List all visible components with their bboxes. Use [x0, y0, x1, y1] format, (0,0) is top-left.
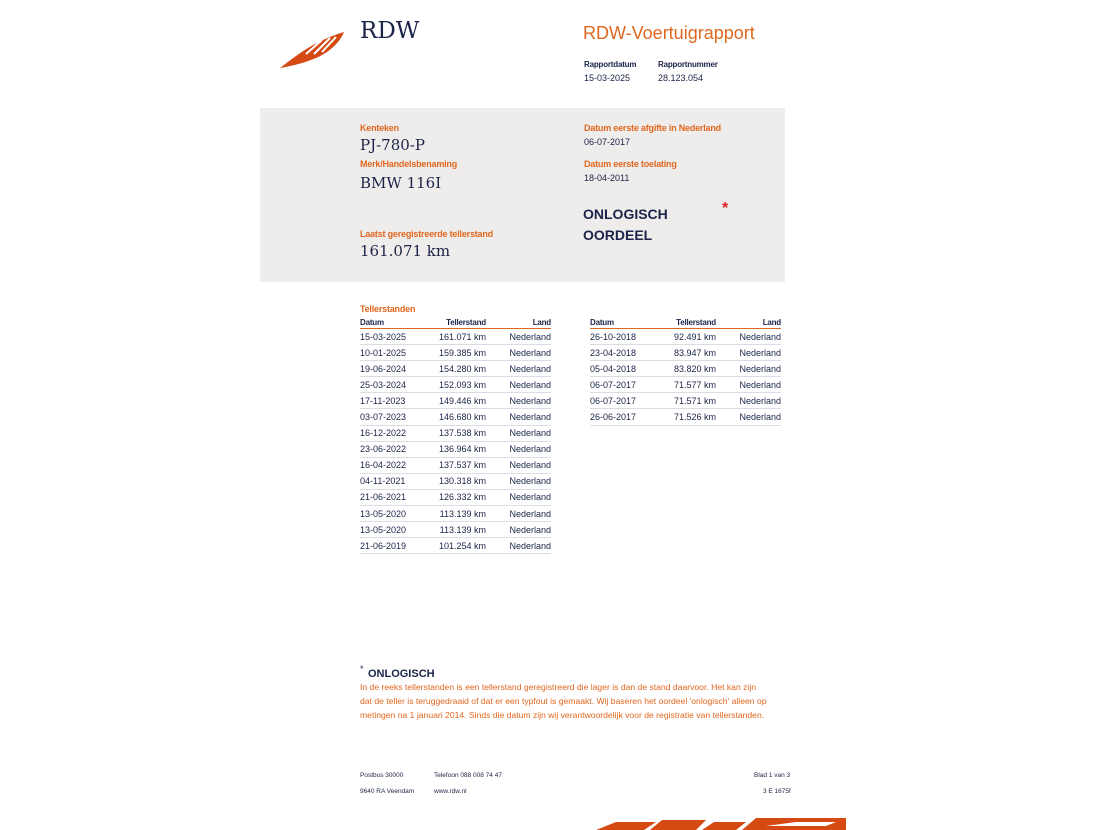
- reading-km: 161.071 km: [438, 331, 486, 342]
- reading-date: 06-07-2017: [590, 379, 637, 390]
- reading-km: 71.577 km: [673, 379, 716, 390]
- note-line1: In de reeks tellerstanden is een tellerstand geregistreerd die lager is dan de stand daarvoor. Het kan zijn: [360, 682, 757, 692]
- readings-title: Tellerstanden: [360, 304, 416, 314]
- table-row: [360, 522, 551, 538]
- reading-date: 19-06-2024: [360, 363, 407, 374]
- reading-date: 05-04-2018: [590, 363, 637, 374]
- rdw-logo-icon: [278, 28, 362, 72]
- reading-date: 03-07-2023: [360, 412, 407, 423]
- reading-country: Nederland: [739, 412, 781, 423]
- col-country-header: Land: [532, 318, 551, 327]
- reading-country: Nederland: [509, 444, 551, 455]
- verdict-line2: OORDEEL: [583, 227, 653, 243]
- reading-km: 137.538 km: [438, 428, 486, 439]
- reading-km: 146.680 km: [438, 412, 486, 423]
- reading-country: Nederland: [509, 412, 551, 423]
- reading-country: Nederland: [509, 492, 551, 503]
- table-row: [360, 377, 551, 393]
- table-header: [590, 318, 781, 329]
- reading-country: Nederland: [509, 395, 551, 406]
- reading-date: 23-04-2018: [590, 347, 637, 358]
- reading-country: Nederland: [509, 460, 551, 471]
- report-title: RDW-Voertuigrapport: [583, 23, 755, 43]
- reading-km: 159.385 km: [438, 347, 486, 358]
- reading-country: Nederland: [739, 395, 781, 406]
- reading-km: 130.318 km: [438, 476, 486, 487]
- table-row: [360, 490, 551, 506]
- reading-date: 17-11-2023: [360, 395, 406, 406]
- first-admission-value: 18-04-2011: [584, 173, 630, 183]
- reading-date: 23-06-2022: [360, 444, 407, 455]
- note-line2: dat de teller is teruggedraaid of dat er een typfout is gemaakt. Wij baseren het oordeel 'onlogisch' alleen op: [360, 696, 767, 706]
- table-row: [360, 393, 551, 409]
- readings-table-right: [590, 318, 781, 426]
- footer-page: Blad 1 van 3: [754, 772, 791, 779]
- col-country-header: Land: [762, 318, 781, 327]
- reading-date: 04-11-2021: [360, 476, 406, 487]
- plate-value: PJ-780-P: [360, 136, 425, 154]
- col-date-header: Datum: [360, 318, 384, 327]
- reading-date: 25-03-2024: [360, 379, 407, 390]
- panel-notch: [260, 268, 326, 284]
- last-reading-label: Laatst geregistreerde tellerstand: [360, 229, 493, 239]
- make-value: BMW 116I: [360, 174, 442, 192]
- table-row: [590, 393, 781, 409]
- reading-country: Nederland: [739, 363, 781, 374]
- table-row: [590, 409, 781, 425]
- table-row: [360, 474, 551, 490]
- table-row: [360, 345, 551, 361]
- table-row: [590, 329, 781, 345]
- make-label: Merk/Handelsbenaming: [360, 159, 458, 169]
- table-row: [590, 361, 781, 377]
- reading-km: 101.254 km: [438, 540, 486, 551]
- reading-country: Nederland: [509, 524, 551, 535]
- reading-date: 16-04-2022: [360, 460, 407, 471]
- table-row: [360, 426, 551, 442]
- plate-label: Kenteken: [360, 123, 399, 133]
- footer-code: 3 E 1675f: [763, 788, 791, 795]
- reading-country: Nederland: [509, 508, 551, 519]
- reading-country: Nederland: [509, 428, 551, 439]
- reading-km: 149.446 km: [438, 395, 486, 406]
- reading-country: Nederland: [739, 331, 781, 342]
- table-row: [590, 345, 781, 361]
- footer-city: 9640 RA Veendam: [360, 788, 415, 795]
- reading-country: Nederland: [509, 540, 551, 551]
- verdict-asterisk: *: [722, 200, 729, 217]
- reading-date: 21-06-2019: [360, 540, 407, 551]
- table-header: [360, 318, 551, 329]
- table-row: [360, 538, 551, 554]
- note-title: ONLOGISCH: [367, 668, 435, 680]
- reading-country: Nederland: [509, 331, 551, 342]
- reading-country: Nederland: [509, 476, 551, 487]
- reading-km: 113.139 km: [439, 508, 486, 519]
- verdict-line1: ONLOGISCH: [583, 206, 668, 222]
- reading-country: Nederland: [509, 379, 551, 390]
- table-row: [360, 506, 551, 522]
- footer-postbus: Postbus 30000: [360, 772, 404, 779]
- first-admission-label: Datum eerste toelating: [584, 159, 677, 169]
- reading-country: Nederland: [739, 379, 781, 390]
- note-heading: [360, 664, 435, 682]
- col-date-header: Datum: [590, 318, 614, 327]
- report-number-label: Rapportnummer: [658, 60, 718, 69]
- table-row: [360, 442, 551, 458]
- reading-date: 13-05-2020: [360, 508, 407, 519]
- table-row: [360, 409, 551, 425]
- col-reading-header: Tellerstand: [446, 318, 486, 327]
- table-row: [590, 377, 781, 393]
- table-row: [360, 361, 551, 377]
- report-date: 15-03-2025: [584, 73, 631, 83]
- report-date-label: Rapportdatum: [584, 60, 637, 69]
- reading-country: Nederland: [739, 347, 781, 358]
- reading-date: 26-06-2017: [590, 412, 637, 423]
- brand-name: RDW: [360, 18, 420, 44]
- reading-km: 137.537 km: [438, 460, 486, 471]
- reading-km: 71.526 km: [673, 412, 716, 423]
- reading-km: 83.947 km: [673, 347, 716, 358]
- reading-km: 92.491 km: [673, 331, 716, 342]
- reading-date: 15-03-2025: [360, 331, 407, 342]
- footer-phone: Telefoon 088 008 74 47: [434, 772, 502, 779]
- readings-table-left: [360, 318, 551, 554]
- vehicle-summary-panel: [260, 108, 785, 282]
- decorative-stripes-icon: [596, 816, 846, 830]
- reading-km: 154.280 km: [438, 363, 486, 374]
- reading-km: 71.571 km: [673, 395, 716, 406]
- reading-km: 83.820 km: [673, 363, 716, 374]
- reading-date: 16-12-2022: [360, 428, 407, 439]
- reading-date: 26-10-2018: [590, 331, 637, 342]
- reading-date: 13-05-2020: [360, 524, 407, 535]
- col-reading-header: Tellerstand: [676, 318, 716, 327]
- reading-date: 06-07-2017: [590, 395, 637, 406]
- table-row: [360, 458, 551, 474]
- reading-date: 10-01-2025: [360, 347, 407, 358]
- note-line3: metingen na 1 januari 2014. Sinds die datum zijn wij verantwoordelijk voor de registratie van tellerstanden.: [360, 710, 765, 720]
- reading-km: 152.093 km: [438, 379, 486, 390]
- reading-country: Nederland: [509, 347, 551, 358]
- first-nl-value: 06-07-2017: [584, 137, 631, 147]
- footer-web: www.rdw.nl: [434, 788, 467, 795]
- report-number: 28.123.054: [658, 73, 704, 83]
- note-asterisk: *: [360, 664, 364, 674]
- last-reading-value: 161.071 km: [360, 242, 451, 260]
- reading-km: 126.332 km: [438, 492, 486, 503]
- table-row: [360, 329, 551, 345]
- reading-country: Nederland: [509, 363, 551, 374]
- reading-km: 113.139 km: [439, 524, 486, 535]
- reading-date: 21-06-2021: [360, 492, 407, 503]
- first-nl-label: Datum eerste afgifte in Nederland: [584, 123, 721, 133]
- reading-km: 136.964 km: [438, 444, 486, 455]
